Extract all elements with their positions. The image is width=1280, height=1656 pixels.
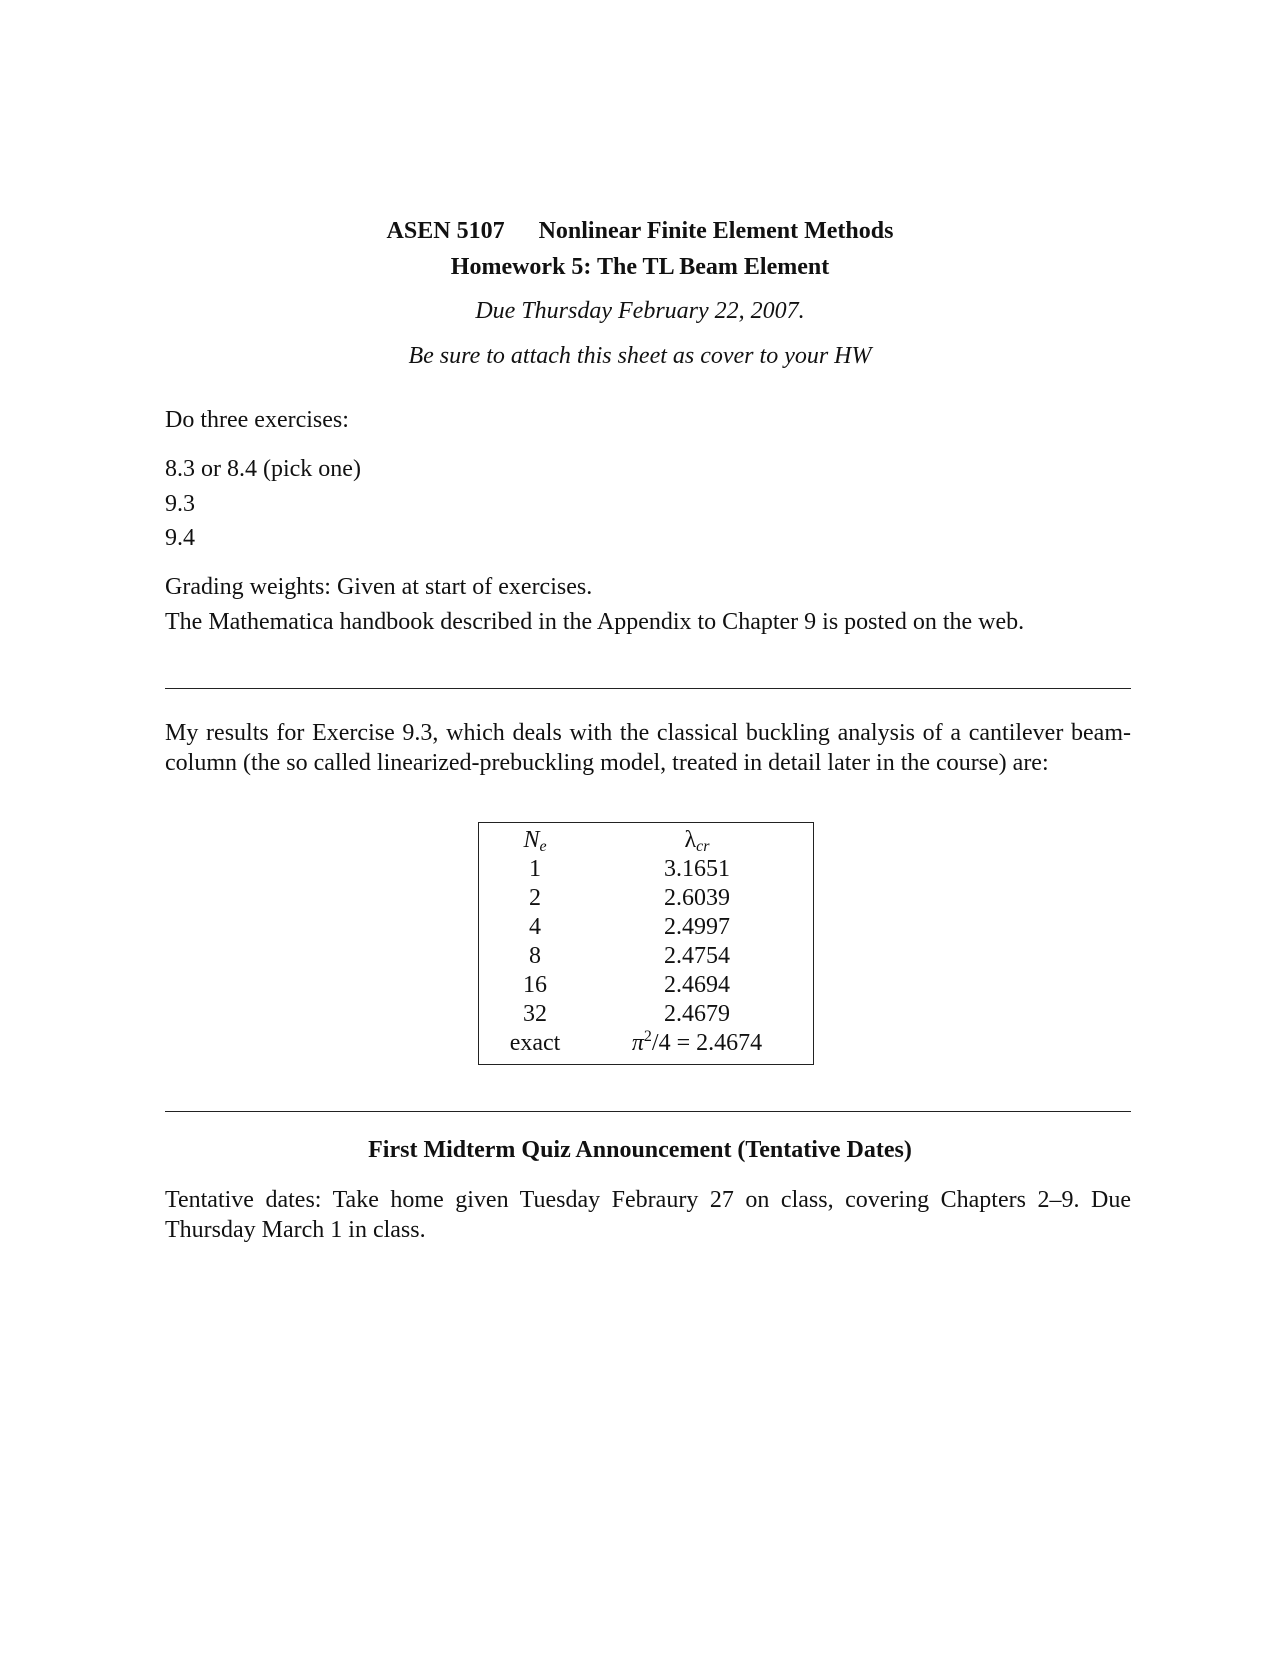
cell-lambda: 3.1651	[664, 856, 730, 882]
ne-symbol: N	[523, 827, 540, 853]
cell-lambda: 2.4997	[664, 914, 730, 940]
lambda-subscript: cr	[696, 838, 710, 855]
divider	[165, 688, 1131, 689]
table-row	[479, 941, 813, 971]
pi-symbol: π	[631, 1030, 644, 1056]
results-paragraph: My results for Exercise 9.3, which deals with the classical buckling analysis of a cantilever beam-column (the so called linearized-prebuckling model, treated in detail later in the course) are:	[165, 720, 1131, 776]
exact-value-text: /4 = 2.4674	[651, 1030, 763, 1056]
cell-ne: 2	[529, 885, 541, 911]
course-name: Nonlinear Finite Element Methods	[538, 218, 894, 244]
table-row	[479, 999, 813, 1029]
results-table	[478, 822, 814, 1065]
table-row	[479, 970, 813, 1000]
midterm-heading: First Midterm Quiz Announcement (Tentative Dates)	[368, 1137, 912, 1163]
cell-ne: 8	[529, 943, 541, 969]
cell-lambda: 2.4694	[664, 972, 730, 998]
table-row	[479, 912, 813, 942]
handbook-note: The Mathematica handbook described in the Appendix to Chapter 9 is posted on the web.	[165, 609, 1025, 635]
cell-ne: 16	[523, 972, 547, 998]
table-row	[479, 883, 813, 913]
cell-ne: 32	[523, 1001, 547, 1027]
divider	[165, 1111, 1131, 1112]
cell-ne: 4	[529, 914, 541, 940]
table-row	[479, 854, 813, 884]
cover-note: Be sure to attach this sheet as cover to your HW	[408, 343, 872, 369]
exercise-item: 9.4	[165, 525, 195, 551]
due-date: Due Thursday February 22, 2007.	[475, 298, 805, 324]
exercise-item: 8.3 or 8.4 (pick one)	[165, 456, 361, 482]
cell-lambda: 2.4754	[664, 943, 730, 969]
cell-ne: 1	[529, 856, 541, 882]
table-row-exact	[479, 1028, 813, 1058]
midterm-text: Tentative dates: Take home given Tuesday Febraury 27 on class, covering Chapters 2–9. Due Thursday March 1 in class.	[165, 1187, 1131, 1243]
pi-exponent: 2	[643, 1028, 652, 1045]
table-header-row	[479, 825, 813, 855]
cell-exact-label: exact	[509, 1030, 561, 1056]
cell-lambda: 2.4679	[664, 1001, 730, 1027]
grading-note: Grading weights: Given at start of exercises.	[165, 574, 593, 600]
homework-title: Homework 5: The TL Beam Element	[450, 254, 830, 280]
cell-exact-value	[599, 1028, 795, 1061]
lambda-symbol: λ	[684, 827, 697, 853]
assignment-intro: Do three exercises:	[165, 407, 349, 433]
course-title-line	[0, 216, 1280, 246]
ne-subscript: e	[539, 838, 547, 855]
cell-lambda: 2.6039	[664, 885, 730, 911]
course-code: ASEN 5107	[386, 218, 505, 244]
exercise-item: 9.3	[165, 491, 195, 517]
